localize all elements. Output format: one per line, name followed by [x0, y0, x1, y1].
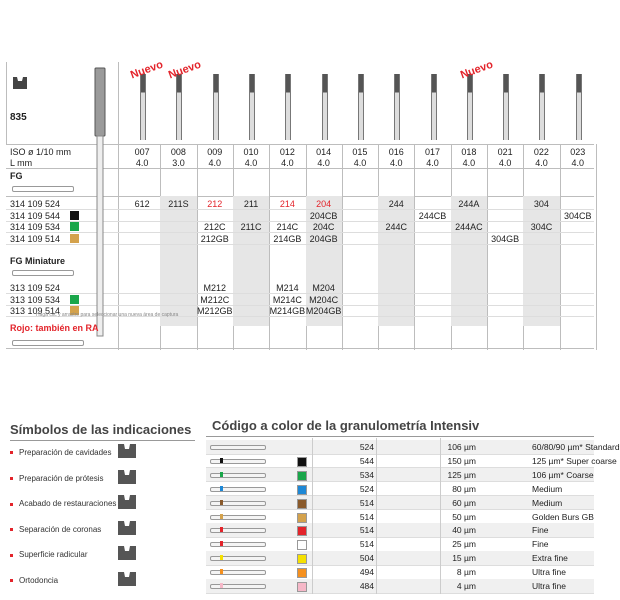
bur-code-cell: M212C — [200, 294, 230, 305]
fg-label: FG — [10, 171, 23, 181]
grit-color-swatch — [297, 471, 307, 481]
grit-size: 125 µm — [447, 469, 476, 480]
bur-code-cell: 212 — [207, 199, 223, 209]
nuevo-badge: Nuevo — [166, 58, 203, 82]
product-table — [6, 62, 594, 350]
bur-code-cell: 304GB — [491, 233, 520, 244]
iso-size-cell: 014 — [316, 147, 332, 157]
length-cell: 4.0 — [208, 158, 221, 168]
grit-size: 60 µm — [452, 497, 476, 508]
length-cell: 4.0 — [571, 158, 584, 168]
grit-code: 514 — [359, 497, 374, 508]
grit-swatch — [70, 234, 79, 243]
indication-icon — [116, 442, 138, 460]
bur-code-cell: 244A — [458, 199, 480, 209]
grit-row — [206, 510, 594, 524]
indication-label: Preparación de prótesis — [19, 473, 104, 483]
bullet-icon — [10, 528, 13, 531]
grit-description: 60/80/90 µm* Standard — [532, 442, 620, 452]
size-bur-icon — [431, 74, 437, 140]
iso-size-cell: 015 — [352, 147, 368, 157]
grit-band — [220, 514, 223, 519]
bur-code-cell: M204 — [312, 283, 335, 293]
grit-size: 15 µm — [452, 553, 476, 564]
grit-row — [206, 551, 594, 565]
grit-size: 80 µm — [452, 483, 476, 494]
order-code: 314 109 524 — [10, 199, 61, 209]
grit-color-swatch — [297, 513, 307, 523]
bur-code-cell: 612 — [134, 199, 150, 209]
order-code: 313 109 534 — [10, 294, 61, 305]
indication-item — [10, 525, 101, 534]
bullet-icon — [10, 451, 13, 454]
bur-code-cell: 304C — [530, 222, 553, 232]
grit-swatch — [70, 211, 79, 220]
grit-description: Golden Burs GB — [532, 511, 594, 522]
grit-description: Fine — [532, 525, 549, 536]
grit-description: Medium — [532, 497, 563, 508]
size-bur-icon — [322, 74, 328, 140]
grit-color-swatch — [297, 485, 307, 495]
iso-label: ISO ø 1/10 mm — [10, 147, 72, 157]
length-cell: 4.0 — [317, 158, 330, 168]
indication-item — [10, 550, 87, 559]
fgm-shank-icon — [12, 270, 74, 276]
grit-band — [220, 569, 223, 574]
iso-size-cell: 018 — [461, 147, 477, 157]
grit-code: 514 — [359, 525, 374, 536]
bur-shank-icon — [210, 556, 266, 561]
grit-code: 514 — [359, 511, 374, 522]
bur-code-cell: M214C — [272, 294, 302, 305]
bur-shank-icon — [210, 487, 266, 492]
grit-swatch — [70, 295, 79, 304]
capture-watermark: Haga clic y arrastre para seleccionar una nueva área de captura — [36, 312, 179, 318]
bur-shank-icon — [210, 501, 266, 506]
bur-code-cell: 304CB — [563, 210, 592, 221]
size-bur-icon — [213, 74, 219, 140]
indication-label: Acabado de restauraciones — [19, 499, 117, 509]
grit-row — [206, 440, 620, 454]
iso-size-cell: 016 — [388, 147, 404, 157]
indication-item — [10, 448, 112, 457]
indication-item — [10, 474, 104, 483]
grit-description: 125 µm* Super coarse — [532, 455, 617, 466]
size-bur-icon — [503, 74, 509, 140]
bur-code-cell: M212 — [203, 283, 226, 293]
grit-code: 524 — [359, 483, 374, 494]
grit-description: Ultra fine — [532, 581, 567, 591]
length-cell: 4.0 — [353, 158, 367, 168]
iso-size-cell: 023 — [570, 147, 586, 157]
size-bur-icon — [576, 74, 582, 140]
bur-code-cell: 212GB — [200, 233, 229, 244]
order-code: 313 109 524 — [10, 283, 61, 293]
grit-swatch — [70, 222, 79, 231]
indication-item — [10, 576, 58, 585]
fg-shank-icon — [12, 186, 74, 192]
bur-code-cell: 204GB — [309, 233, 338, 244]
grit-size: 8 µm — [456, 567, 476, 578]
bur-code-cell: 244C — [385, 222, 407, 232]
grit-color-swatch — [297, 540, 307, 550]
size-bur-icon — [358, 74, 364, 140]
grit-color-swatch — [297, 568, 307, 578]
grit-code: 514 — [359, 539, 374, 550]
order-code: 314 109 534 — [10, 222, 61, 232]
bur-code-cell: 244 — [388, 199, 404, 209]
length-cell: 4.0 — [389, 158, 403, 168]
grit-code: 494 — [359, 567, 374, 578]
size-bur-icon — [394, 74, 400, 140]
grit-code: 534 — [359, 469, 374, 480]
grit-size: 25 µm — [452, 539, 476, 550]
grit-band — [220, 541, 223, 546]
bur-shank-icon — [210, 515, 266, 520]
grit-color-swatch — [297, 499, 307, 509]
symbols-title: Símbolos de las indicaciones — [10, 422, 192, 437]
iso-size-cell: 017 — [425, 147, 441, 157]
bur-code-cell: M204GB — [305, 306, 342, 316]
bur-code-cell: 212C — [203, 222, 226, 232]
iso-size-cell: 007 — [134, 147, 150, 157]
length-cell: 4.0 — [244, 158, 258, 168]
indication-label: Preparación de cavidades — [19, 448, 112, 457]
iso-size-cell: 012 — [279, 147, 295, 157]
order-code: 314 109 544 — [10, 210, 61, 221]
indication-label: Superficie radicular — [19, 550, 88, 560]
grit-band — [220, 458, 223, 463]
ra-note: Rojo: también en RA — [10, 323, 99, 333]
bur-code-cell: 244CB — [418, 210, 447, 221]
bur-code-cell: 204C — [312, 222, 335, 232]
size-bur-icon — [285, 74, 291, 140]
grit-row — [206, 454, 617, 468]
bur-shank-icon — [210, 528, 266, 533]
grit-band — [220, 500, 223, 505]
grit-row — [206, 496, 594, 510]
product-number: 835 — [10, 112, 27, 123]
bur-code-cell: 211 — [243, 199, 259, 209]
bur-illustration — [92, 68, 108, 338]
grit-color-swatch — [297, 457, 307, 467]
bur-shank-icon — [210, 473, 266, 478]
grit-code: 544 — [359, 455, 374, 466]
bur-shank-icon — [210, 445, 266, 450]
fg-miniature-label: FG Miniature — [10, 256, 66, 266]
grit-size: 150 µm — [447, 455, 476, 466]
grit-color-swatch — [297, 526, 307, 536]
indication-label: Ortodoncia — [19, 576, 59, 585]
indication-icon — [116, 493, 138, 511]
length-cell: 4.0 — [281, 158, 294, 168]
bur-code-cell: M214GB — [269, 306, 306, 316]
indication-label: Separación de coronas — [19, 524, 102, 534]
bullet-icon — [10, 477, 13, 480]
length-cell: 4.0 — [498, 158, 512, 168]
grit-description: 106 µm* Coarse — [532, 469, 594, 480]
bur-code-cell: M214 — [276, 283, 299, 293]
bullet-icon — [10, 554, 13, 557]
iso-size-cell: 008 — [170, 147, 186, 157]
grit-size: 106 µm — [447, 442, 476, 452]
indication-item — [10, 499, 116, 508]
iso-size-cell: 009 — [207, 147, 223, 157]
bur-code-cell: 211C — [240, 222, 262, 232]
bur-code-cell: 304 — [533, 199, 549, 209]
length-cell: 3.0 — [172, 158, 185, 168]
grit-code: 484 — [359, 581, 374, 591]
size-bur-icon — [467, 74, 473, 140]
bur-shank-icon — [210, 584, 266, 589]
order-code: 313 109 514 — [10, 306, 61, 316]
order-code: 314 109 514 — [10, 233, 61, 244]
bur-code-cell: M212GB — [196, 306, 233, 316]
bur-shank-icon — [210, 542, 266, 547]
grit-description: Ultra fine — [532, 567, 567, 578]
grit-color-swatch — [297, 554, 307, 564]
bur-shank-icon — [210, 459, 266, 464]
grit-description: Fine — [532, 539, 549, 550]
grit-band — [220, 472, 223, 477]
ra-shank-icon — [12, 340, 84, 346]
bur-code-cell: M204C — [309, 294, 339, 305]
bur-code-cell: 214 — [279, 199, 295, 209]
grit-band — [220, 486, 223, 491]
bur-code-cell: 211S — [168, 199, 189, 209]
grit-row — [206, 565, 594, 579]
size-bur-icon — [140, 74, 146, 140]
bur-code-cell: 244AC — [455, 222, 483, 232]
grit-size: 40 µm — [452, 525, 476, 536]
size-bur-icon — [539, 74, 545, 140]
iso-size-cell: 022 — [533, 147, 549, 157]
bullet-icon — [10, 503, 13, 506]
grit-description: Medium — [532, 483, 563, 494]
length-label: L mm — [10, 158, 33, 168]
grit-size: 50 µm — [452, 511, 476, 522]
size-bur-icon — [176, 74, 182, 140]
indication-icon — [116, 519, 138, 537]
grit-row — [206, 537, 594, 551]
length-cell: 4.0 — [426, 158, 439, 168]
bur-code-cell: 214GB — [273, 233, 302, 244]
grit-color-swatch — [297, 582, 307, 592]
indication-icon — [116, 468, 138, 486]
nuevo-badge: Nuevo — [458, 58, 495, 82]
size-bur-icon — [249, 74, 255, 140]
grit-band — [220, 555, 223, 560]
grit-description: Extra fine — [532, 553, 568, 564]
grit-band — [220, 527, 223, 532]
bur-code-cell: 214C — [276, 222, 299, 232]
nuevo-badge: Nuevo — [128, 58, 165, 82]
grit-row — [206, 579, 594, 593]
grit-band — [220, 583, 223, 588]
length-cell: 4.0 — [535, 158, 548, 168]
cavity-prep-icon — [12, 74, 28, 90]
bur-code-cell: 204CB — [309, 210, 338, 221]
grit-title: Código a color de la granulometría Intensiv — [212, 418, 480, 433]
bur-code-cell: 204 — [316, 199, 332, 209]
grit-row — [206, 523, 594, 537]
iso-size-cell: 010 — [243, 147, 259, 157]
bullet-icon — [10, 579, 13, 582]
indication-icon — [116, 544, 138, 562]
length-cell: 4.0 — [135, 158, 149, 168]
iso-size-cell: 021 — [497, 147, 513, 157]
length-cell: 4.0 — [462, 158, 476, 168]
grit-code: 504 — [359, 553, 374, 564]
indication-icon — [116, 570, 138, 588]
grit-row — [206, 482, 594, 496]
grit-row — [206, 468, 594, 482]
grit-code: 524 — [359, 442, 374, 452]
bur-shank-icon — [210, 570, 266, 575]
grit-size: 4 µm — [456, 581, 476, 591]
